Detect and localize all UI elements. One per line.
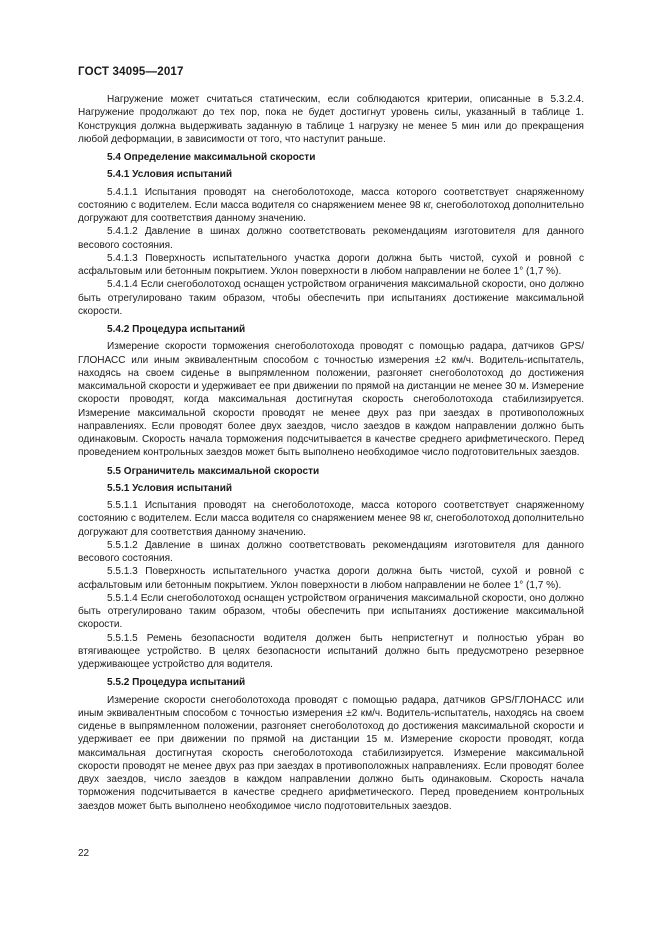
document-header: ГОСТ 34095—2017 — [78, 66, 184, 78]
paragraph-5-4-1-4: 5.4.1.4 Если снегоболотоход оснащен устройством ограничения максимальной скорости, оно должно быть отрегулировано таким образом, чтобы обеспечить при испытаниях достижение максимальной скорости. — [78, 279, 584, 317]
paragraph-5-4-1-1: 5.4.1.1 Испытания проводят на снегоболотоходе, масса которого соответствует снаряженному состоянию с водителем. Если масса водителя со снаряжением менее 98 кг, снегоболотоход дополнительно догружают для соответствия данному значению. — [78, 186, 584, 224]
paragraph-5-5-1-1: 5.5.1.1 Испытания проводят на снегоболотоходе, масса которого соответствует снаряженному состоянию с водителем. Если масса водителя со снаряжением менее 98 кг, снегоболотоход дополнительно догружают для соответствия данному значению. — [78, 500, 584, 538]
paragraph-5-4-2: Измерение скорости торможения снегоболотохода проводят с помощью радара, датчиков GPS/ГЛОНАСС или иным эквивалентным способом с точностью измерения ±2 км/ч. Водитель-испытатель, находясь на своем сиденье в выпрямленном положении, разгоняет снегоболотоход до достижения максимальной скорости и удерживает ее при движении по прямой на дистанции не менее 30 м. Измерение скорости проводят, когда максимальная достигнутая скорость снегоболотохода стабилизируется. Измерение максимальной скорости проводят не менее двух раз при заездах в противоположных направлениях. Если проводят более двух заездов, число заездов в каждом направлении должно быть одинаковым. Скорость начала торможения подсчитывается в качестве среднего арифметического. Перед проведением контрольных заездов может быть выполнено необходимое число подготовительных заездов. — [78, 341, 584, 459]
heading-5-5: 5.5 Ограничитель максимальной скорости — [107, 465, 320, 477]
heading-5-5-2: 5.5.2 Процедура испытаний — [107, 677, 246, 689]
heading-5-4-2: 5.4.2 Процедура испытаний — [107, 324, 246, 335]
paragraph-5-5-1-5: 5.5.1.5 Ремень безопасности водителя должен быть непристегнут и полностью убран во втягивающее устройство. В целях безопасности испытаний должно быть предусмотрено резервное удерживающее устройство для водителя. — [78, 632, 584, 670]
paragraph-intro: Нагружение может считаться статическим, если соблюдаются критерии, описанные в 5.3.2.4. Нагружение продолжают до тех пор, пока не будет достигнут уровень силы, указанный в таблице 1. Конструкция должна выдерживать заданную в таблице 1 нагрузку не менее 5 мин или до прекращения любой деформации, в зависимости от того, что наступит раньше. — [78, 94, 584, 145]
paragraph-5-5-1-3: 5.5.1.3 Поверхность испытательного участка дороги должна быть чистой, сухой и ровной с асфальтовым или бетонным покрытием. Уклон поверхности в любом направлении не более 1° (1,7 %). — [78, 566, 584, 591]
paragraph-5-5-1-2: 5.5.1.2 Давление в шинах должно соответствовать рекомендациям изготовителя для данного весового состояния. — [78, 539, 584, 564]
heading-5-4: 5.4 Определение максимальной скорости — [107, 152, 316, 163]
paragraph-5-5-2: Измерение скорости снегоболотохода проводят с помощью радара, датчиков GPS/ГЛОНАСС или иным эквивалентным способом с точностью измерения ±2 км/ч. Водитель-испытатель, находясь на своем сиденье в выпрямленном положении, разгоняет снегоболотоход до достижения максимальной скорости и удерживает ее при движении по прямой на дистанции 15 м. Измерение скорости проводят, когда максимальная достигнутая скорость снегоболотохода стабилизируется. Измерение максимальной скорости проводят не менее двух раз при заездах в противоположных направлениях. Если проводят более двух заездов, число заездов в каждом направлении должно быть одинаковым. Скорость начала торможения подсчитывается в качестве среднего арифметического. Перед проведением контрольных заездов может быть выполнено необходимое число подготовительных заездов. — [78, 694, 584, 812]
page-number: 22 — [78, 848, 90, 859]
paragraph-5-5-1-4: 5.5.1.4 Если снегоболотоход оснащен устройством ограничения максимальной скорости, оно должно быть отрегулировано таким образом, чтобы обеспечить при испытаниях достижение максимальной скорости. — [78, 592, 584, 631]
paragraph-5-4-1-3: 5.4.1.3 Поверхность испытательного участка дороги должна быть чистой, сухой и ровной с асфальтовым или бетонным покрытием. Уклон поверхности в любом направлении не более 1° (1,7 %). — [78, 252, 584, 277]
heading-5-4-1: 5.4.1 Условия испытаний — [107, 169, 233, 181]
heading-5-5-1: 5.5.1 Условия испытаний — [107, 482, 233, 494]
document-body — [78, 93, 584, 813]
paragraph-5-4-1-2: 5.4.1.2 Давление в шинах должно соответствовать рекомендациям изготовителя для данного весового состояния. — [78, 226, 584, 251]
